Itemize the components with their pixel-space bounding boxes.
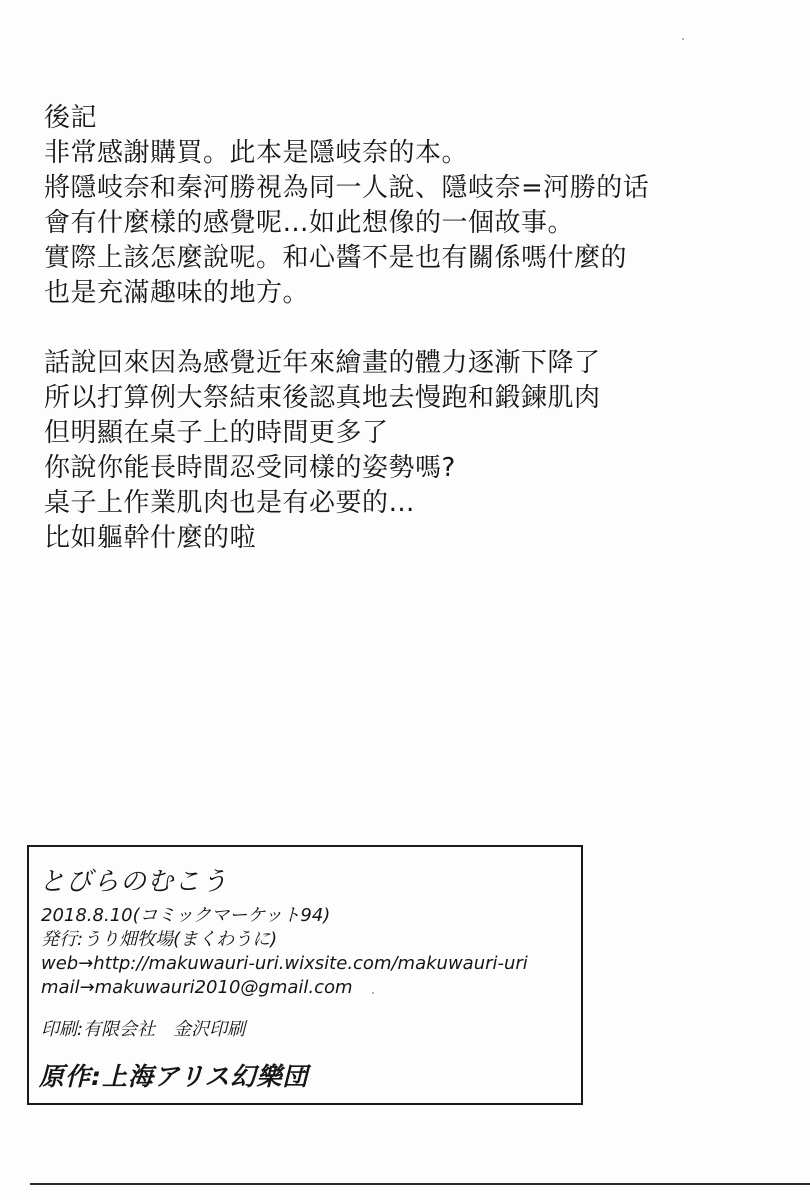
afterword-line: 會有什麼樣的感覺呢…如此想像的一個故事。 (44, 208, 575, 238)
afterword-heading: 後記 (44, 103, 98, 133)
mail-address: mail→makuwauri2010@gmail.com (41, 977, 353, 998)
afterword-line: 實際上該怎麼說呢。和心醬不是也有關係嗎什麼的 (44, 243, 628, 273)
afterword-line: 也是充滿趣味的地方。 (44, 278, 310, 308)
printer: 印刷:有限会社 金沢印刷 (41, 1019, 246, 1040)
colophon-box (27, 845, 583, 1105)
paper-speck (372, 992, 374, 994)
website-url: web→http://makuwauri-uri.wixsite.com/makuwauri-uri (41, 953, 528, 974)
afterword-line: 所以打算例大祭結束後認真地去慢跑和鍛鍊肌肉 (44, 383, 601, 413)
afterword-line: 你說你能長時間忍受同樣的姿勢嗎? (44, 453, 456, 483)
afterword-section (44, 101, 744, 556)
afterword-line: 但明顯在桌子上的時間更多了 (44, 418, 389, 448)
afterword-line: 非常感謝購買。此本是隱岐奈的本。 (44, 138, 469, 168)
paper-speck (682, 38, 684, 40)
original-work: 原作:上海アリス幻樂団 (39, 1062, 309, 1091)
afterword-line: 將隱岐奈和秦河勝視為同一人說、隱岐奈=河勝的话 (44, 173, 650, 203)
release-date: 2018.8.10(コミックマーケット94) (41, 905, 331, 926)
afterword-line: 桌子上作業肌肉也是有必要的… (44, 488, 416, 518)
page-bottom-rule (30, 1183, 810, 1185)
paragraph-gap (44, 311, 744, 346)
book-title: とびらのむこう (39, 867, 229, 897)
afterword-line: 比如軀幹什麼的啦 (44, 523, 257, 553)
publisher: 発行:うり畑牧場(まくわうに) (41, 929, 278, 950)
afterword-line: 話說回來因為感覺近年來繪畫的體力逐漸下降了 (44, 348, 601, 378)
